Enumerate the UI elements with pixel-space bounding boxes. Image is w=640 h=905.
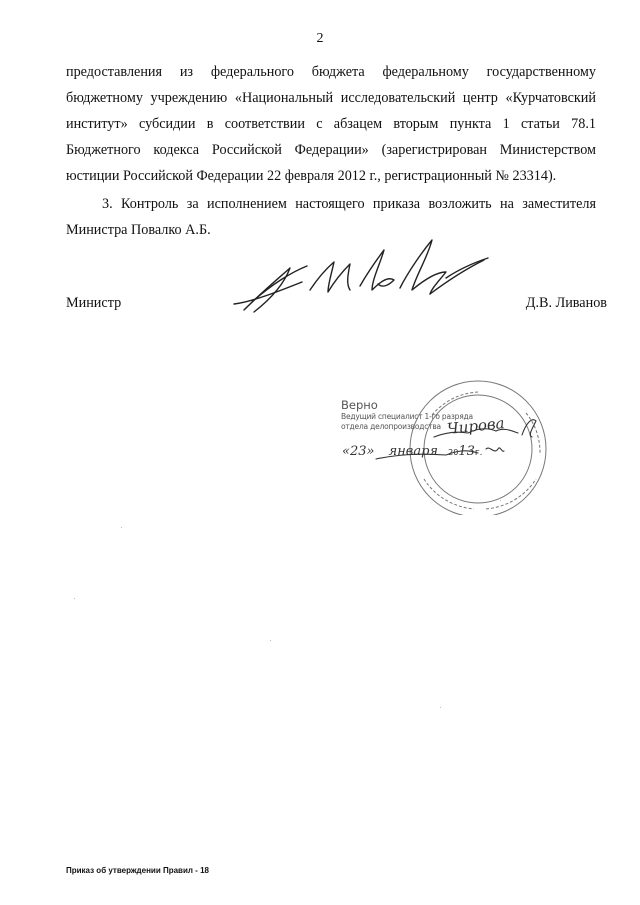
scan-speck bbox=[74, 598, 75, 599]
scan-speck bbox=[270, 640, 271, 641]
page-number: 2 bbox=[316, 31, 324, 46]
text-line: Министра Повалко А.Б. bbox=[66, 222, 211, 238]
certification-date bbox=[342, 444, 482, 459]
certification-position: Ведущий специалист 1-го разряда bbox=[341, 412, 473, 421]
certification-department: отдела делопроизводства bbox=[341, 422, 441, 431]
date-month: января bbox=[388, 444, 439, 459]
paragraph-1 bbox=[66, 59, 596, 189]
minister-title: Министр bbox=[66, 295, 122, 311]
date-suffix: г. bbox=[474, 448, 483, 458]
scan-speck bbox=[440, 707, 441, 708]
date-year: 13 bbox=[458, 444, 475, 459]
scan-speck bbox=[500, 500, 501, 501]
text-line: предоставления из федерального бюджета федеральному государственному bbox=[66, 64, 596, 80]
date-day: «23» bbox=[342, 444, 375, 459]
text-line: институт» субсидии в соответствии с абзацем вторым пункта 1 статьи 78.1 bbox=[66, 116, 596, 132]
handwritten-surname: Чирова bbox=[446, 414, 506, 438]
text-line: бюджетному учреждению «Национальный исследовательский центр «Курчатовский bbox=[66, 90, 596, 106]
text-line: Бюджетного кодекса Российской Федерации» (зарегистрирован Министерством bbox=[66, 142, 596, 158]
minister-name: Д.В. Ливанов bbox=[525, 295, 607, 311]
scan-speck bbox=[121, 527, 122, 528]
text-line: юстиции Российской Федерации 22 февраля 2012 г., регистрационный № 23314). bbox=[66, 168, 557, 184]
date-year-prefix: 20 bbox=[448, 448, 459, 457]
footer-reference: Приказ об утверждении Правил - 18 bbox=[66, 866, 209, 875]
text-line: 3. Контроль за исполнением настоящего приказа возложить на заместителя bbox=[102, 196, 596, 212]
handwritten-signature bbox=[232, 232, 502, 322]
certification-label: Верно bbox=[341, 398, 378, 412]
